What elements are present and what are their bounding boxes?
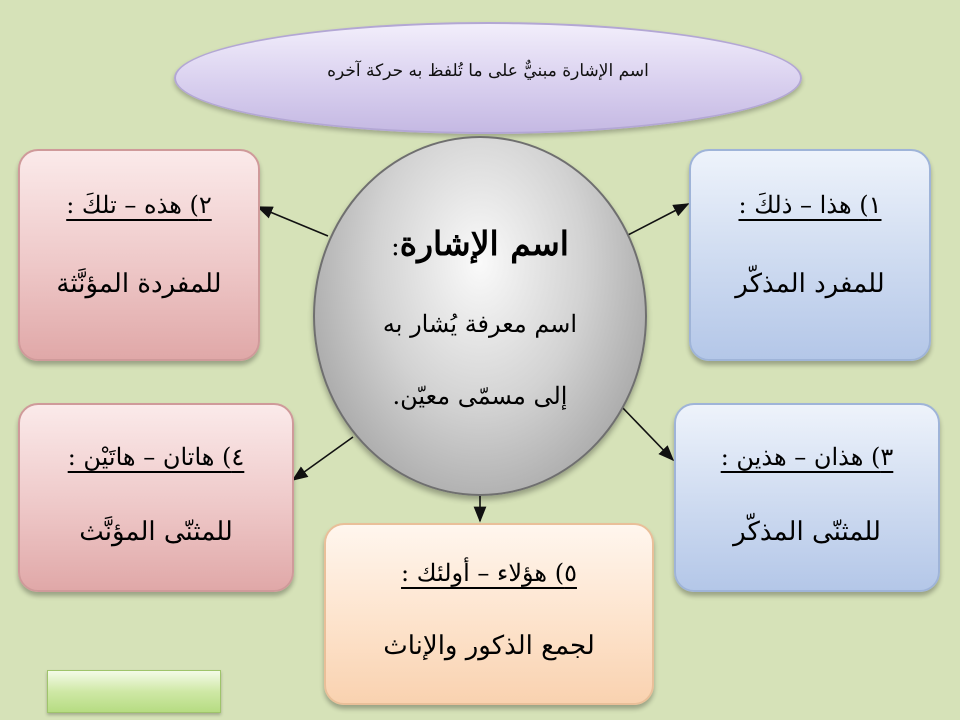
arrow-to-box-4 — [293, 437, 353, 480]
box-2-body: للمفردة المؤنَّثة — [56, 269, 222, 299]
box-3-body: للمثنّى المذكّر — [733, 517, 881, 547]
box-feminine-singular — [18, 149, 260, 361]
box-plural — [324, 523, 654, 705]
box-4-head: ٤) هاتان – هاتَيْن : — [67, 443, 245, 471]
box-2-head: ٢) هذه – تلكَ : — [66, 191, 212, 219]
box-5-head: ٥) هؤلاء – أولئك : — [401, 559, 577, 587]
box-feminine-dual — [18, 403, 294, 592]
center-circle — [313, 136, 647, 496]
box-1-body: للمفرد المذكّر — [735, 269, 885, 299]
arrow-to-box-3 — [620, 405, 673, 460]
center-definition-line-2: إلى مسمّى معيّن. — [392, 382, 568, 410]
box-1-head: ١) هذا – ذلكَ : — [738, 191, 882, 219]
center-title-text: اسم الإشارة — [399, 224, 569, 263]
box-masculine-dual — [674, 403, 940, 592]
header-ellipse — [174, 22, 802, 134]
box-4-body: للمثنّى المؤنَّث — [79, 517, 233, 547]
box-5-body: لجمع الذكور والإناث — [383, 631, 595, 661]
header-text: اسم الإشارة مبنيٌّ على ما تُلفظ به حركة آخره — [327, 61, 649, 81]
box-3-head: ٣) هذان – هذين : — [720, 443, 894, 471]
box-masculine-singular — [689, 149, 931, 361]
center-title — [315, 224, 645, 263]
center-title-colon: : — [391, 232, 400, 262]
center-definition-line-1: اسم معرفة يُشار به — [382, 310, 578, 338]
green-button[interactable] — [47, 670, 221, 713]
